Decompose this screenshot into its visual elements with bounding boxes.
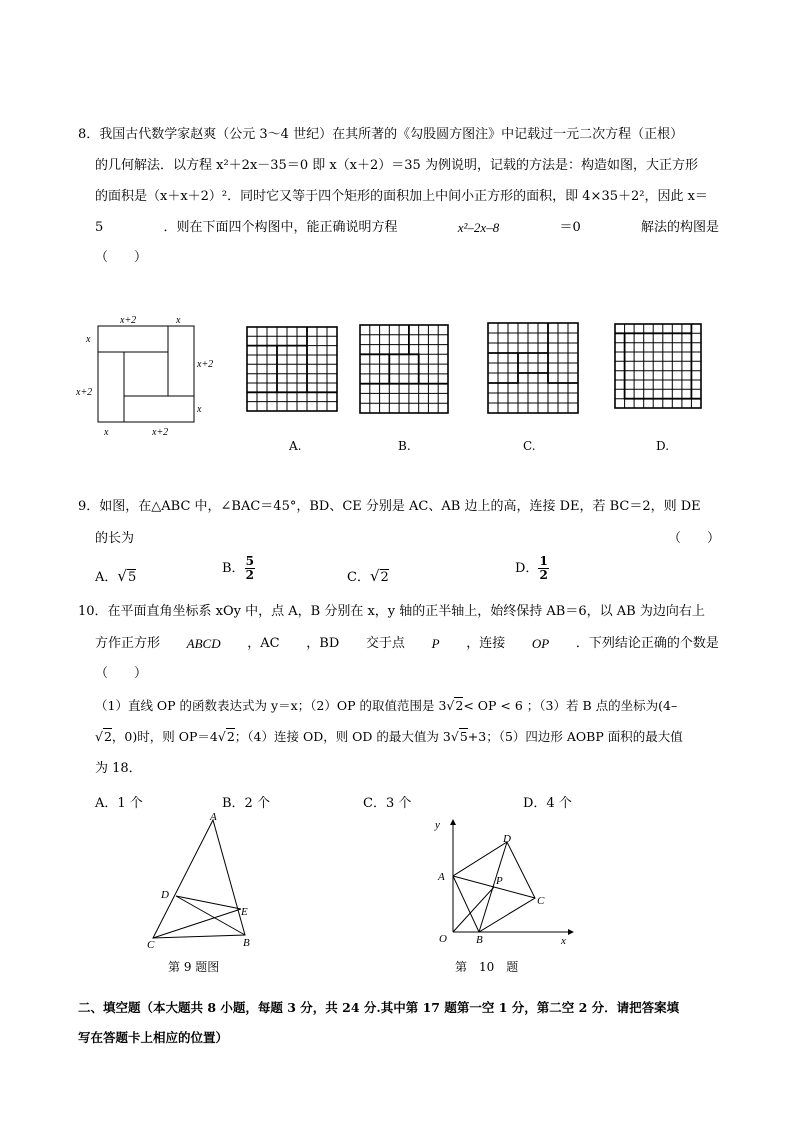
q9-figure-caption: 第 9 题图 — [168, 960, 220, 974]
q10-statement-1-tail: < OP < 6 ；（3）若 B 点的坐标为(4– — [463, 698, 678, 713]
q9-line-1: 9．如图，在△ABC 中，∠BAC＝45°，BD、CE 分别是 AC、AB 边上的高，连接 DE，若 BC＝2，则 DE — [78, 499, 701, 514]
q9-option-d — [515, 555, 549, 582]
q9-vertex-d: D — [161, 889, 169, 901]
q10-option-c: C．3 个 — [363, 796, 412, 811]
q8-line-2: 的几何解法．以方程 x²＋2x－35＝0 即 x（x＋2）＝35 为例说明，记载的方法是：构造如图，大正方形 — [95, 158, 698, 173]
q10-origin-o: O — [439, 933, 447, 945]
q9-option-b-numerator: 5 — [245, 554, 254, 568]
q9-vertex-b: B — [243, 937, 250, 949]
q8-grid-c — [485, 320, 581, 416]
q8-option-c: C. — [523, 439, 536, 453]
q9-option-d-prefix: D． — [515, 561, 539, 576]
q10-statement-2-radicand: 2 — [103, 729, 112, 744]
q9-option-b — [222, 555, 255, 582]
q8-label-top-right: x — [176, 315, 181, 326]
q8-equation: x²–2x–8 — [457, 220, 500, 235]
q8-grid-b — [357, 322, 451, 416]
q8-label-bottom-left: x — [104, 427, 109, 438]
q9-option-d-denominator: 2 — [539, 568, 548, 582]
q8-line-1: 8．我国古代数学家赵爽（公元 3～4 世纪）在其所著的《勾股圆方图注》中记载过一元二次方程（正根） — [78, 127, 684, 142]
q9-vertex-a: A — [210, 811, 217, 823]
q9-vertex-c: C — [147, 939, 155, 951]
q10-statement-2: √2，0)时，则 OP＝4√2；（4）连接 OD，则 OD 的最大值为 3√5+3；（5）四边形 AOBP 面积的最大值 — [95, 729, 683, 744]
q9-triangle-figure — [140, 808, 265, 953]
q9-option-b-denominator: 2 — [245, 568, 254, 582]
q10-line-2-part: 交于点 — [365, 636, 405, 651]
q10-axis-x: x — [561, 935, 566, 947]
q8-label-left-top: x — [86, 334, 91, 345]
q10-line-2-part: ，连接 — [466, 636, 506, 651]
q9-option-b-prefix: B． — [222, 561, 245, 576]
q8-label-right-top: x+2 — [197, 359, 214, 370]
q10-statement-2-text: ，0)时，则 OP＝4 — [111, 729, 218, 744]
q10-vertex-c: C — [537, 895, 545, 907]
q8-line-4-part: ．则在下面四个构图中，能正确说明方程 — [163, 220, 398, 235]
q8-grid-d — [612, 321, 704, 411]
q10-vertex-d: D — [503, 833, 511, 845]
q10-line-2-part: ，AC — [247, 636, 280, 651]
q8-label-right-bottom: x — [197, 404, 202, 415]
q10-statement-1: （1）直线 OP 的函数表达式为 y＝x；（2）OP 的取值范围是 3√2< OP < 6 ；（3）若 B 点的坐标为(4– — [95, 698, 678, 713]
q8-label-top-left: x+2 — [120, 315, 137, 326]
q8-line-4-part: 解法的构图是 — [640, 220, 719, 235]
q8-label-left-bottom: x+2 — [76, 387, 93, 398]
q10-statement-1-radicand: 2 — [455, 698, 464, 713]
q10-option-a: A．1 个 — [95, 796, 143, 811]
section-2-heading-cont: 写在答题卡上相应的位置） — [78, 1030, 229, 1045]
q10-coordinate-figure — [425, 812, 585, 952]
q10-vertex-b: B — [476, 934, 483, 946]
q10-statement-2-tail: +3；（5）四边形 AOBP 面积的最大值 — [467, 729, 683, 744]
q8-line-4-part: ＝0 — [559, 220, 581, 235]
q10-statement-3: 为 18． — [95, 761, 142, 776]
q10-statement-2-radicand-3: 5 — [459, 729, 468, 744]
q9-answer-bracket: （ ） — [668, 531, 721, 546]
q10-axis-y: y — [435, 819, 440, 831]
q9-option-a: A．√5 — [95, 567, 137, 585]
q10-line-2-part: P — [431, 636, 440, 651]
q10-point-p: P — [496, 875, 503, 887]
q9-option-c-radicand: 2 — [380, 570, 389, 585]
q8-grid-a — [244, 324, 342, 416]
q8-line-4 — [95, 220, 719, 236]
section-2-heading: 二、填空题（本大题共 8 小题，每题 3 分，共 24 分.其中第 17 题第一空 1 分，第二空 2 分．请把答案填 — [78, 1000, 680, 1015]
q10-line-2-part: OP — [531, 636, 550, 651]
q9-option-a-prefix: A． — [95, 570, 118, 585]
q10-line-2-part: ，BD — [306, 636, 340, 651]
q8-answer-bracket: （ ） — [95, 250, 148, 265]
q10-line-2-part: ．下列结论正确的个数是 — [575, 636, 719, 651]
q10-answer-bracket: （ ） — [95, 666, 148, 681]
q10-line-1: 10．在平面直角坐标系 xOy 中，点 A，B 分别在 x，y 轴的正半轴上，始终保持 AB＝6，以 AB 为边向右上 — [78, 604, 705, 619]
q9-line-2: 的长为 — [95, 531, 135, 546]
q8-pinwheel-figure — [72, 312, 232, 442]
q9-option-c-prefix: C． — [347, 570, 370, 585]
q9-option-a-radicand: 5 — [127, 570, 137, 585]
q10-option-b: B．2 个 — [222, 796, 270, 811]
q10-statement-2-radicand-2: 2 — [226, 729, 235, 744]
q8-option-d: D. — [656, 439, 670, 453]
q10-option-d: D．4 个 — [523, 796, 572, 811]
q9-option-d-numerator: 1 — [539, 554, 548, 568]
q10-line-2-part: 方作正方形 — [95, 636, 161, 651]
q9-vertex-e: E — [241, 906, 248, 918]
q8-label-bottom-right: x+2 — [152, 427, 169, 438]
q8-option-b: B. — [398, 439, 411, 453]
q10-line-2-part: ABCD — [186, 636, 221, 651]
q10-vertex-a: A — [438, 871, 445, 883]
q8-line-4-part: 5 — [95, 220, 104, 235]
q8-line-3: 的面积是（x＋x＋2）²．同时它又等于四个矩形的面积加上中间小正方形的面积，即 4×35＋2²，因此 x＝ — [95, 189, 708, 204]
q8-option-a: A. — [289, 439, 302, 453]
q9-option-c: C．√2 — [347, 567, 389, 585]
q10-statement-2-text-2: ；（4）连接 OD，则 OD 的最大值为 3 — [234, 729, 451, 744]
q10-statement-1-text: （1）直线 OP 的函数表达式为 y＝x；（2）OP 的取值范围是 3 — [95, 698, 447, 713]
q10-line-2 — [95, 636, 719, 652]
q10-figure-caption: 第 10 题 — [455, 960, 519, 974]
